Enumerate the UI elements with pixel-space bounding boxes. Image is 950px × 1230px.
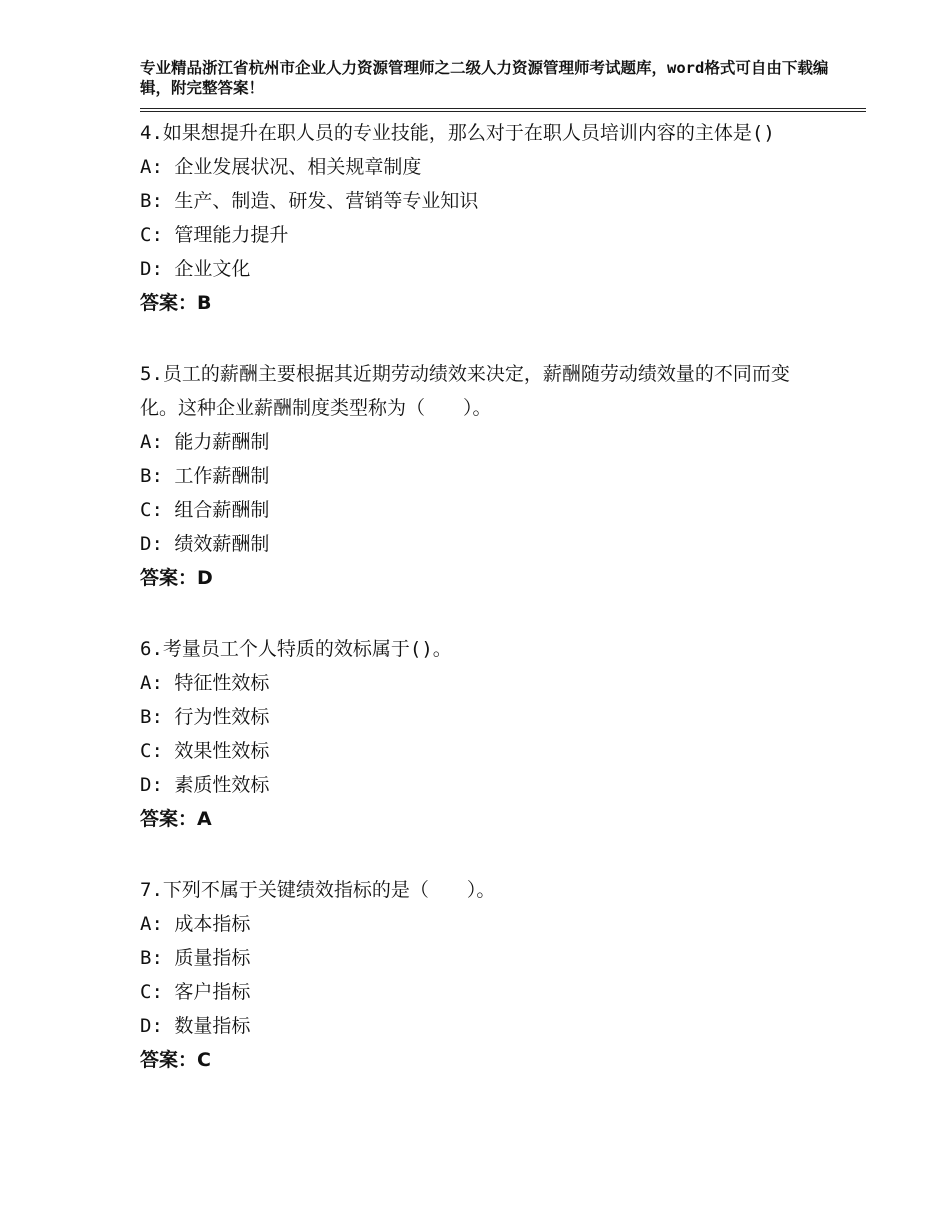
option-a: A: 成本指标: [140, 913, 251, 935]
document-page: [140, 58, 866, 1077]
answer-label: 答案：D: [140, 567, 213, 589]
option-a: A: 特征性效标: [140, 672, 270, 694]
question-stem: 4.如果想提升在职人员的专业技能，那么对于在职人员培训内容的主体是(): [140, 122, 775, 144]
option-b: B: 工作薪酬制: [140, 465, 270, 487]
option-d: D: 企业文化: [140, 258, 251, 280]
question-stem: 7.下列不属于关键绩效指标的是（ ）。: [140, 879, 496, 901]
question-7: [140, 873, 866, 1077]
option-b: B: 行为性效标: [140, 706, 270, 728]
option-d: D: 数量指标: [140, 1015, 251, 1037]
question-stem: 5.员工的薪酬主要根据其近期劳动绩效来决定，薪酬随劳动绩效量的不同而变化。这种企业薪酬制度类型称为（ ）。: [140, 363, 790, 419]
question-4: [140, 116, 866, 320]
document-header: 专业精品浙江省杭州市企业人力资源管理师之二级人力资源管理师考试题库，word格式可自由下载编辑，附完整答案！: [140, 59, 829, 97]
option-a: A: 企业发展状况、相关规章制度: [140, 156, 422, 178]
option-a: A: 能力薪酬制: [140, 431, 270, 453]
answer-label: 答案：B: [140, 292, 212, 314]
option-c: C: 组合薪酬制: [140, 499, 270, 521]
option-d: D: 绩效薪酬制: [140, 533, 270, 555]
question-stem: 6.考量员工个人特质的效标属于()。: [140, 638, 452, 660]
option-c: C: 客户指标: [140, 981, 251, 1003]
option-b: B: 生产、制造、研发、营销等专业知识: [140, 190, 479, 212]
answer-label: 答案：A: [140, 808, 212, 830]
question-5: [140, 357, 866, 595]
question-6: [140, 632, 866, 836]
answer-label: 答案：C: [140, 1049, 211, 1071]
option-c: C: 效果性效标: [140, 740, 270, 762]
header-divider: [140, 108, 866, 112]
option-c: C: 管理能力提升: [140, 224, 289, 246]
option-d: D: 素质性效标: [140, 774, 270, 796]
option-b: B: 质量指标: [140, 947, 251, 969]
